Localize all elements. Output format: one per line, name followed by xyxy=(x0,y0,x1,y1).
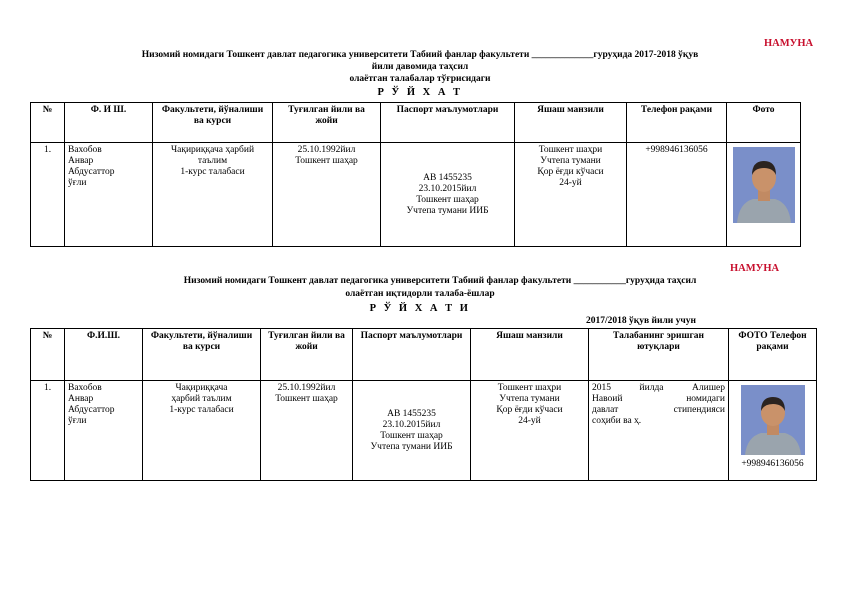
name-line: Вахобов xyxy=(68,383,102,393)
faculty-line: Чақириққача ҳарбий xyxy=(170,145,255,155)
list-heading: Р Ў Й Х А Т И xyxy=(369,303,471,314)
faculty-line: таълим xyxy=(197,156,228,166)
faculty-line: ҳарбий таълим xyxy=(171,394,232,404)
birth-line: 25.10.1992йил xyxy=(277,383,336,393)
address-line: Қор ёғди кўчаси xyxy=(496,405,563,415)
faculty-cell xyxy=(143,381,261,481)
address-cell xyxy=(515,143,627,247)
phone-number: +998946136056 xyxy=(741,459,804,469)
passport-line: 23.10.2015йил xyxy=(418,183,477,194)
column-header: Яшаш манзили xyxy=(471,329,589,381)
table-row xyxy=(31,143,801,247)
address-cell xyxy=(471,381,589,481)
faculty-line: Чақириққача xyxy=(175,383,228,393)
column-header: Факультети, йўналиши ва курси xyxy=(143,329,261,381)
passport-line: Учтепа тумани ИИБ xyxy=(370,441,453,452)
student-name xyxy=(65,381,143,481)
table-header-row xyxy=(31,103,801,143)
name-line: Абдусаттор xyxy=(68,167,115,177)
name-line: Вахобов xyxy=(68,145,102,155)
birth-cell xyxy=(261,381,353,481)
form-title-line3: олаётган талабалар тўғрисидаги xyxy=(349,74,491,84)
address-line: 24-уй xyxy=(518,416,541,426)
birth-cell xyxy=(273,143,381,247)
achievement-line: Навоий номидаги xyxy=(592,394,725,404)
address-line: Учтепа тумани xyxy=(540,156,601,166)
form-title-line2: олаётган иқтидорли талаба-ёшлар xyxy=(345,289,495,299)
address-line: Учтепа тумани xyxy=(499,394,560,404)
birth-line: Тошкент шаҳар xyxy=(275,394,338,404)
column-header: ФОТО Телефон рақами xyxy=(729,329,817,381)
column-header: Фото xyxy=(727,103,801,143)
column-header: Паспорт маълумотлари xyxy=(353,329,471,381)
row-number: 1. xyxy=(31,143,65,247)
column-header: Паспорт маълумотлари xyxy=(381,103,515,143)
column-header: Факультети, йўналиши ва курси xyxy=(153,103,273,143)
form-title-line1: Низомий номидаги Тошкент давлат педагогика университети Табиий фанлар факультети ___________гуруҳида таҳсил xyxy=(183,276,697,286)
name-line: ўғли xyxy=(68,178,87,188)
column-header: Ф. И Ш. xyxy=(65,103,153,143)
academic-year-note: 2017/2018 ўқув йили учун xyxy=(586,316,696,326)
passport-cell xyxy=(353,381,471,481)
phone-cell: +998946136056 xyxy=(627,143,727,247)
column-header: Туғилган йили ва жойи xyxy=(261,329,353,381)
passport-line: АВ 1455235 xyxy=(423,172,472,183)
address-line: Тошкент шаҳри xyxy=(497,383,562,393)
achievements-cell xyxy=(589,381,729,481)
passport-line: Тошкент шаҳар xyxy=(416,194,479,205)
name-line: Абдусаттор xyxy=(68,405,115,415)
student-photo xyxy=(741,385,805,455)
birth-line: 25.10.1992йил xyxy=(297,145,356,155)
column-header: Ф.И.Ш. xyxy=(65,329,143,381)
table-header-row xyxy=(31,329,817,381)
column-header: № xyxy=(31,329,65,381)
address-line: 24-уй xyxy=(559,178,582,188)
form-title-line1: Низомий номидаги Тошкент давлат педагогика университети Табиий фанлар факультети _____________гуруҳида 2017-2018 ўқув xyxy=(141,50,699,60)
sample-label: НАМУНА xyxy=(730,263,780,274)
passport-line: 23.10.2015йил xyxy=(382,419,441,430)
birth-line: Тошкент шаҳар xyxy=(295,156,358,166)
column-header: Яшаш манзили xyxy=(515,103,627,143)
student-photo xyxy=(733,147,795,223)
faculty-line: 1-курс талабаси xyxy=(169,405,234,415)
table-row xyxy=(31,381,817,481)
column-header: № xyxy=(31,103,65,143)
photo-phone-cell xyxy=(729,381,817,481)
name-line: ўғли xyxy=(68,416,87,426)
students-table xyxy=(30,102,801,247)
name-line: Анвар xyxy=(68,394,94,404)
student-name xyxy=(65,143,153,247)
passport-line: Тошкент шаҳар xyxy=(380,430,443,441)
achievement-line: соҳиби ва ҳ. xyxy=(592,416,642,426)
column-header: Туғилган йили ва жойи xyxy=(273,103,381,143)
faculty-line: 1-курс талабаси xyxy=(180,167,245,177)
achievement-line: 2015 йилда Алишер xyxy=(592,383,725,393)
address-line: Қор ёғди кўчаси xyxy=(537,167,604,177)
faculty-cell xyxy=(153,143,273,247)
list-heading: Р Ў Й Х А Т xyxy=(377,87,463,98)
column-header: Талабанинг эришган ютуқлари xyxy=(589,329,729,381)
passport-cell xyxy=(381,143,515,247)
gifted-students-table xyxy=(30,328,817,481)
photo-cell xyxy=(727,143,801,247)
address-line: Тошкент шаҳри xyxy=(538,145,603,155)
form-title-line2: йили давомида таҳсил xyxy=(371,62,469,72)
passport-line: АВ 1455235 xyxy=(387,408,436,419)
passport-line: Учтепа тумани ИИБ xyxy=(406,205,489,216)
name-line: Анвар xyxy=(68,156,94,166)
row-number: 1. xyxy=(31,381,65,481)
column-header: Телефон рақами xyxy=(627,103,727,143)
sample-label: НАМУНА xyxy=(764,38,814,49)
achievement-line: давлат стипендияси xyxy=(592,405,725,415)
